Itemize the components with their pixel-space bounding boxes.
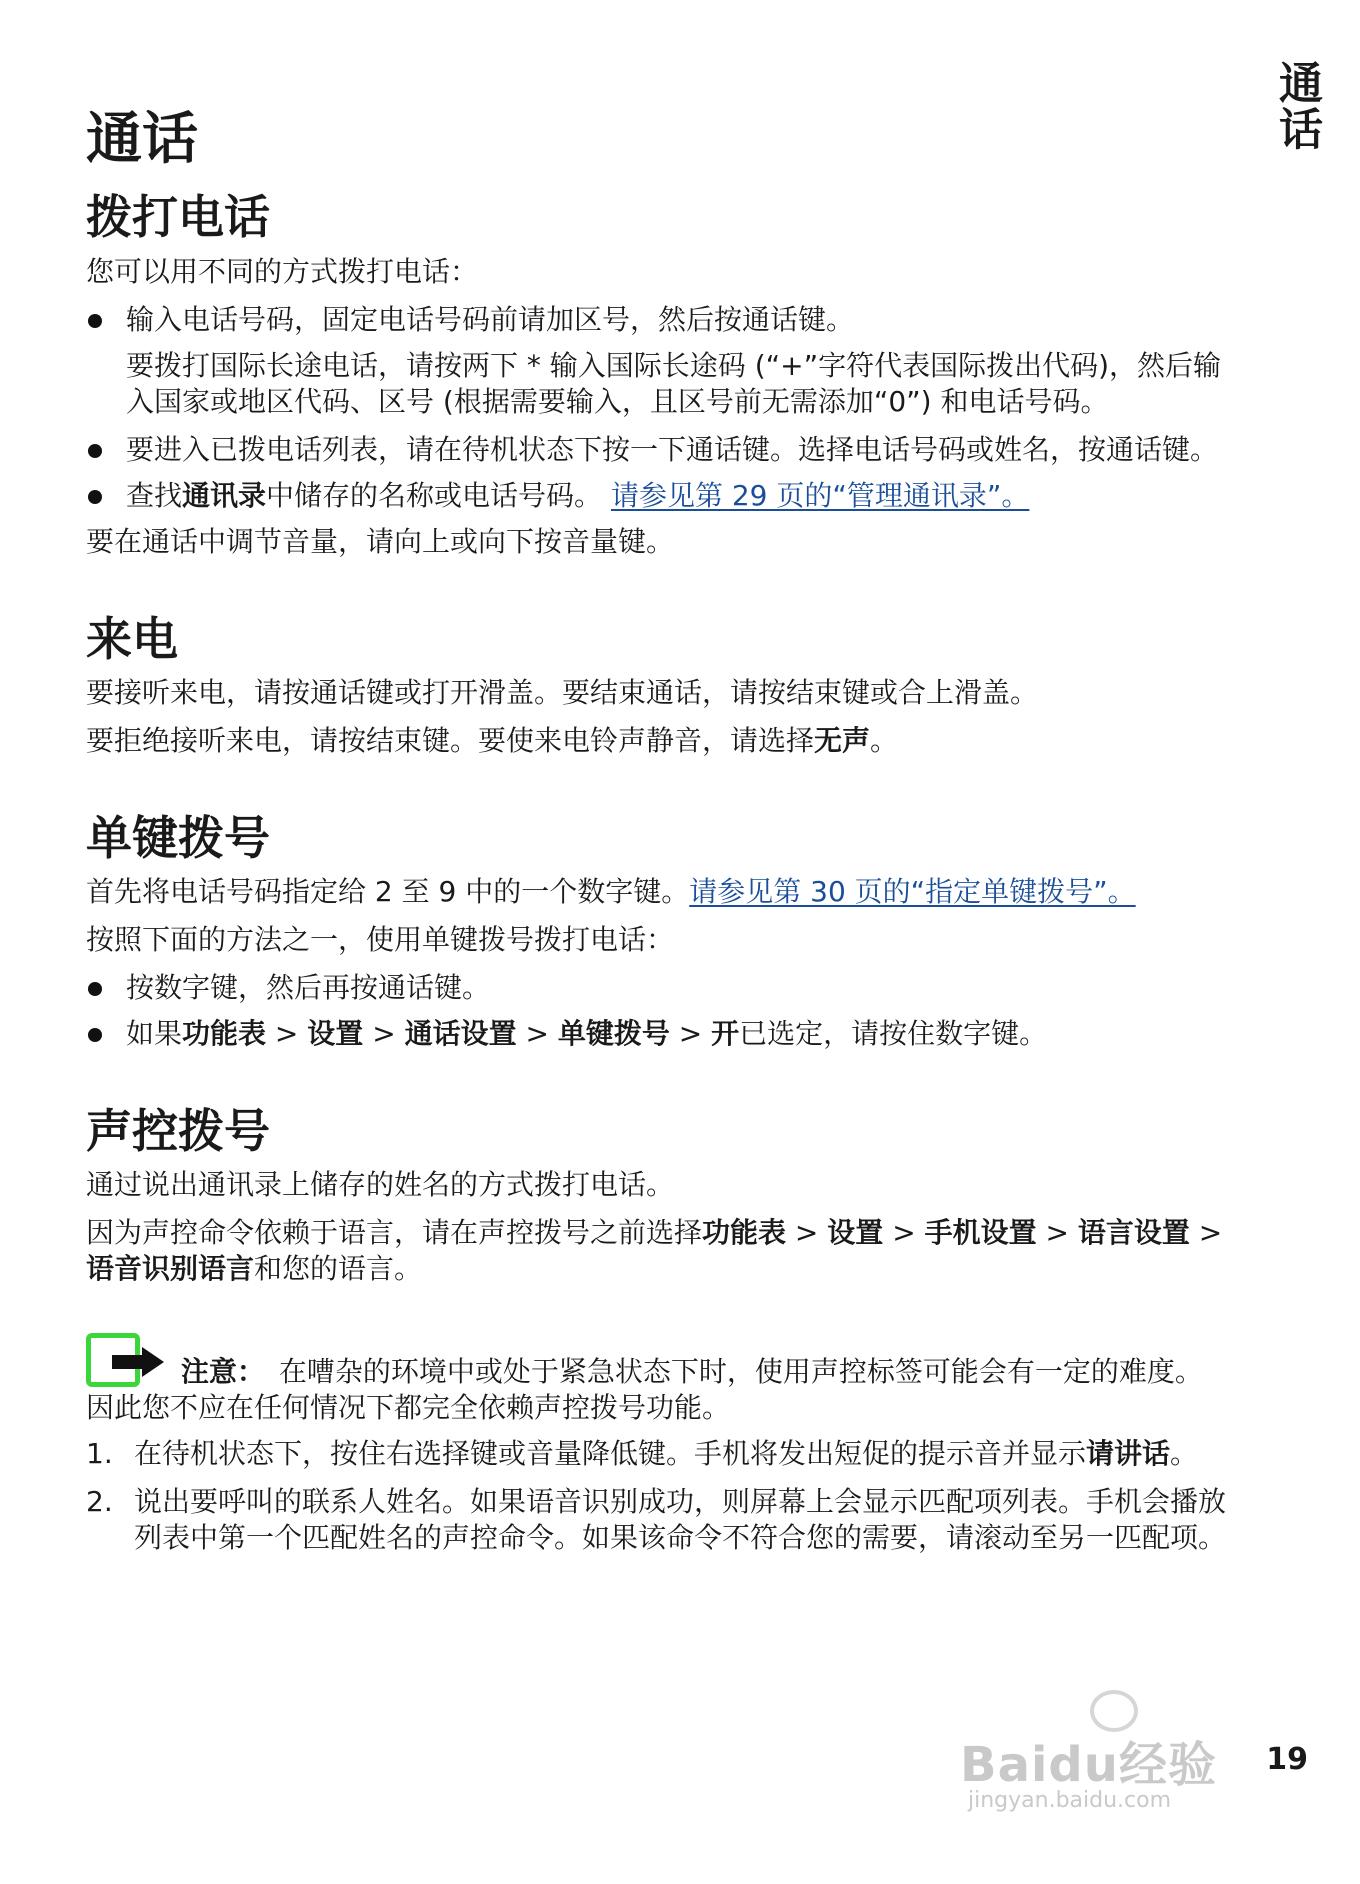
incoming-p1: 要接听来电，请按通话键或打开滑盖。要结束通话，请按结束键或合上滑盖。 (86, 675, 1039, 709)
page-content (86, 108, 1226, 1568)
speed-bullets (86, 970, 1226, 1052)
dial-bullet-1-detail: 要拨打国际长途电话，请按两下 * 输入国际长途码 (“+”字符代表国际拨出代码)，然后输入国家或地区代码、区号 (根据需要输入，且区号前无需添加“0”) 和电话号码。 (126, 348, 1222, 418)
side-tab: 通话 (1271, 60, 1322, 152)
incoming-p2: 要拒绝接听来电，请按结束键。要使来电铃声静音，请选择无声。 (86, 723, 899, 757)
dial-bullet-2: 要进入已拨电话列表，请在待机状态下按一下通话键。选择电话号码或姓名，按通话键。 (86, 432, 1226, 468)
section-heading-speed-dial: 单键拨号 (86, 810, 270, 865)
voice-step-2: 2. 说出要呼叫的联系人姓名。如果语音识别成功，则屏幕上会显示匹配项列表。手机会播放列表中第一个匹配姓名的声控命令。如果该命令不符合您的需要，请滚动至另一匹配项。 (86, 1485, 1227, 1555)
speed-p2: 按照下面的方法之一，使用单键拨号拨打电话： (86, 922, 675, 956)
speed-bullet-2: 如果功能表 > 设置 > 通话设置 > 单键拨号 > 开已选定，请按住数字键。 (86, 1016, 1226, 1052)
voice-step-1: 1. 在待机状态下，按住右选择键或音量降低键。手机将发出短促的提示音并显示请讲话。 (86, 1437, 1199, 1471)
section-heading-dial: 拨打电话 (86, 190, 270, 245)
watermark-url: jingyan.baidu.com (968, 1788, 1172, 1813)
page-number: 19 (1266, 1742, 1308, 1777)
link-assign-speed-dial[interactable]: 请参见第 30 页的“指定单键拨号”。 (689, 874, 1136, 908)
section-heading-incoming: 来电 (86, 611, 178, 666)
dial-bullet-1: 输入电话号码，固定电话号码前请加区号，然后按通话键。 (86, 302, 1226, 338)
voice-p1: 通过说出通讯录上储存的姓名的方式拨打电话。 (86, 1168, 675, 1202)
note-text: 在嘈杂的环境中或处于紧急状态下时，使用声控标签可能会有一定的难度。因此您不应在任何情况下都完全依赖声控拨号功能。 (86, 1355, 1203, 1425)
speed-p1: 首先将电话号码指定给 2 至 9 中的一个数字键。请参见第 30 页的“指定单键拨号”。 (86, 874, 1136, 908)
page-title: 通话 (86, 107, 198, 172)
watermark-text: Baidu经验 (960, 1737, 1217, 1793)
voice-steps (86, 1436, 1226, 1556)
dial-bullet-3: 查找通讯录中储存的名称或电话号码。 请参见第 29 页的“管理通讯录”。 (86, 478, 1226, 514)
note-arrow-icon (86, 1333, 172, 1385)
note-box (86, 1333, 1226, 1426)
dial-intro: 您可以用不同的方式拨打电话： (86, 254, 479, 288)
link-manage-contacts[interactable]: 请参见第 29 页的“管理通讯录”。 (610, 478, 1030, 512)
dial-bullets (86, 302, 1226, 338)
dial-volume: 要在通话中调节音量，请向上或向下按音量键。 (86, 524, 675, 558)
baidu-watermark (960, 1690, 1260, 1813)
speed-bullet-1: 按数字键，然后再按通话键。 (86, 970, 1226, 1006)
note-label: 注意： (180, 1355, 251, 1389)
dial-bullets-cont (86, 432, 1226, 514)
voice-p2: 因为声控命令依赖于语言，请在声控拨号之前选择功能表 > 设置 > 手机设置 > 语言设置 > 语音识别语言和您的语言。 (86, 1216, 1223, 1286)
section-heading-voice-dial: 声控拨号 (86, 1103, 270, 1158)
